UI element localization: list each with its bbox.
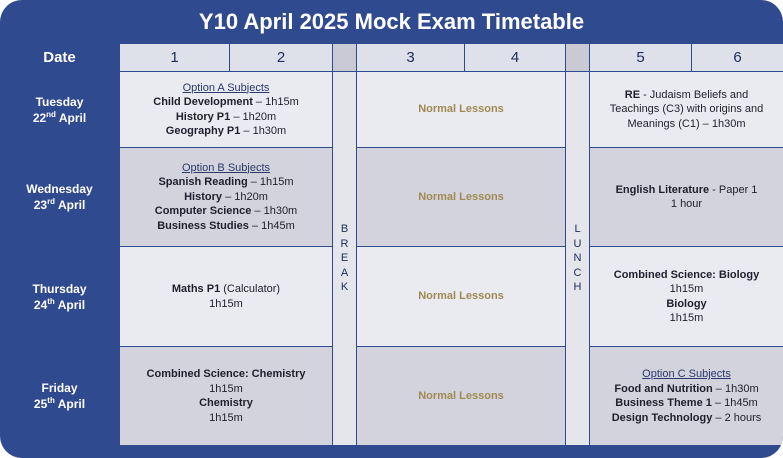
exam-line: Spanish Reading – 1h15m (158, 176, 294, 189)
wednesday-afternoon-cell (590, 148, 783, 246)
exam-line: English Literature - Paper 1 (615, 183, 758, 196)
exam-line: 1h15m (209, 382, 243, 395)
day-month: April (57, 198, 86, 212)
exam-line: Business Theme 1 – 1h45m (615, 397, 758, 409)
page-title: Y10 April 2025 Mock Exam Timetable (198, 9, 585, 34)
friday-midday-cell (357, 347, 565, 445)
option-heading: Option A Subjects (182, 81, 270, 94)
lunch-column (566, 72, 589, 445)
lunch-label: LUNCH (573, 223, 582, 294)
day-cell-tuesday (0, 72, 119, 147)
day-cell-thursday (0, 247, 119, 346)
normal-lessons-label: Normal Lessons (418, 290, 504, 303)
header-period-3: 3 (357, 44, 464, 71)
exam-line: Meanings (C1) – 1h30m (627, 117, 746, 130)
normal-lessons-label: Normal Lessons (418, 103, 504, 116)
day-name: Wednesday (26, 182, 93, 196)
exam-line: Business Studies – 1h45m (157, 219, 295, 232)
day-month: April (58, 110, 87, 125)
break-label: BREAK (340, 223, 349, 294)
exam-line: 1h15m (669, 283, 704, 295)
thursday-midday-cell (357, 247, 565, 346)
wednesday-morning-cell (120, 148, 332, 246)
exam-line: History – 1h20m (184, 190, 268, 203)
exam-line: Child Development – 1h15m (153, 96, 299, 108)
day-suffix: nd (46, 109, 56, 119)
day-name: Tuesday (35, 94, 84, 109)
exam-line: RE - Judaism Beliefs and (624, 88, 749, 101)
day-suffix: th (47, 396, 55, 405)
day-cell-wednesday (0, 148, 119, 246)
normal-lessons-label: Normal Lessons (418, 389, 504, 402)
normal-lessons-label: Normal Lessons (418, 190, 504, 203)
exam-line: 1h15m (209, 297, 243, 310)
day-suffix: th (47, 296, 55, 306)
exam-line: 1h15m (209, 411, 243, 424)
exam-line: History P1 – 1h20m (175, 110, 277, 123)
header-break-gap (333, 44, 356, 71)
exam-line: Biology (666, 297, 707, 310)
exam-line: Teachings (C3) with origins and (609, 103, 764, 116)
tuesday-midday-cell (357, 72, 565, 147)
header-period-5: 5 (590, 44, 691, 71)
day-name: Thursday (32, 281, 87, 296)
day-number: 23 (33, 198, 48, 212)
tuesday-morning-cell (120, 72, 332, 147)
header-period-1: 1 (120, 44, 229, 71)
thursday-afternoon-cell (590, 247, 783, 346)
tuesday-afternoon-cell (590, 72, 783, 147)
break-column (333, 72, 356, 445)
header-date: Date (0, 44, 119, 71)
option-heading: Option C Subjects (642, 368, 731, 380)
friday-morning-cell (120, 347, 332, 445)
exam-line: Chemistry (199, 397, 253, 409)
day-number: 22 (32, 110, 47, 125)
day-number: 25 (33, 397, 48, 411)
header-period-2: 2 (230, 44, 332, 71)
day-suffix: rd (47, 197, 56, 206)
day-number: 24 (33, 297, 48, 312)
day-month: April (57, 397, 86, 411)
header-period-6: 6 (692, 44, 783, 71)
exam-line: Maths P1 (Calculator) (171, 283, 281, 295)
day-name: Friday (41, 381, 78, 395)
exam-line: Geography P1 – 1h30m (165, 125, 287, 137)
option-heading: Option B Subjects (181, 161, 271, 174)
thursday-morning-cell (120, 247, 332, 346)
wednesday-midday-cell (357, 148, 565, 246)
exam-line: Combined Science: Biology (613, 268, 760, 281)
exam-line: Food and Nutrition – 1h30m (614, 382, 759, 395)
header-lunch-gap (566, 44, 589, 71)
day-cell-friday (0, 347, 119, 445)
exam-line: 1h15m (669, 312, 704, 324)
exam-line: Computer Science – 1h30m (154, 205, 298, 218)
exam-line: Combined Science: Chemistry (146, 368, 306, 380)
exam-line: Design Technology – 2 hours (611, 411, 762, 424)
day-month: April (57, 297, 86, 312)
exam-line: 1 hour (670, 198, 703, 210)
header-period-4: 4 (465, 44, 565, 71)
friday-afternoon-cell (590, 347, 783, 445)
